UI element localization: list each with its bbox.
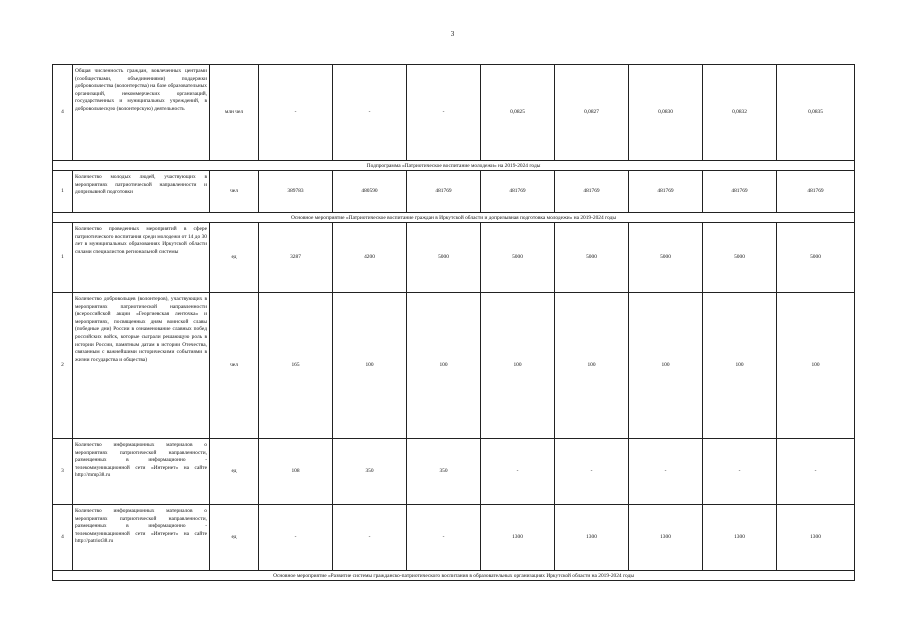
value-cell: 5000 — [703, 223, 777, 293]
unit-cell: млн чел — [210, 65, 259, 161]
value-cell: - — [555, 439, 629, 505]
value-cell: 480590 — [333, 171, 407, 213]
value-cell: 5000 — [407, 223, 481, 293]
row-number: 4 — [53, 65, 73, 161]
value-cell: 0,0835 — [777, 65, 855, 161]
value-cell: 3287 — [259, 223, 333, 293]
page-number: 3 — [450, 30, 455, 38]
value-cell: - — [629, 439, 703, 505]
section-title: Подпрограмма «Патриотическое воспитание молодежи» на 2019-2024 годы — [53, 161, 855, 171]
value-cell: 1300 — [629, 505, 703, 571]
table-row — [53, 293, 855, 439]
value-cell: 100 — [777, 293, 855, 439]
value-cell: 481769 — [703, 171, 777, 213]
section-title: Основное мероприятие «Патриотическое воспитание граждан в Иркутской области и допризывная подготовка молодежи» на 2019-2024 годы — [53, 213, 855, 223]
section-row — [53, 213, 855, 223]
table-row — [53, 505, 855, 571]
unit-cell: чел — [210, 171, 259, 213]
indicator-description: Количество проведенных мероприятий в сфере патриотического воспитания среди молодежи от 14 до 30 лет в муниципальных образованиях Иркутской области силами специалистов региональной системы — [73, 223, 210, 293]
value-cell: - — [481, 439, 555, 505]
value-cell: 165 — [259, 293, 333, 439]
value-cell: 100 — [555, 293, 629, 439]
value-cell: 481769 — [555, 171, 629, 213]
indicator-description: Количество добровольцев (волонтеров), участвующих в мероприятиях патриотической направленности (всероссийской акции «Георгиевская ленточка» и мероприятиях, посвященных дням воинской славы (победные дни) России в ознаменование славных побед российских войск, которые сыграли решающую роль в истории России, памятным датам в истории Отечества, связанным с важнейшими историческими событиями в жизни государства и общества) — [73, 293, 210, 439]
value-cell: 100 — [481, 293, 555, 439]
value-cell: 1300 — [777, 505, 855, 571]
value-cell: 481769 — [629, 171, 703, 213]
unit-cell: чел — [210, 293, 259, 439]
value-cell: - — [333, 505, 407, 571]
unit-cell: ед — [210, 223, 259, 293]
value-cell: 1300 — [703, 505, 777, 571]
value-cell: - — [703, 439, 777, 505]
table-row — [53, 65, 855, 161]
value-cell: 0,0827 — [555, 65, 629, 161]
table-row — [53, 223, 855, 293]
unit-cell: ед — [210, 439, 259, 505]
value-cell: 100 — [703, 293, 777, 439]
indicator-description: Количество молодых людей, участвующих в мероприятиях патриотической направленности и допризывной подготовки — [73, 171, 210, 213]
value-cell: 350 — [407, 439, 481, 505]
value-cell: 100 — [333, 293, 407, 439]
value-cell: 5000 — [555, 223, 629, 293]
value-cell: 4200 — [333, 223, 407, 293]
value-cell: - — [407, 65, 481, 161]
value-cell: 0,0825 — [481, 65, 555, 161]
value-cell: 100 — [407, 293, 481, 439]
value-cell: 5000 — [777, 223, 855, 293]
value-cell: - — [407, 505, 481, 571]
value-cell: 389783 — [259, 171, 333, 213]
value-cell: - — [777, 439, 855, 505]
indicators-table — [52, 64, 855, 581]
value-cell: - — [259, 505, 333, 571]
unit-cell: ед — [210, 505, 259, 571]
value-cell: 1300 — [481, 505, 555, 571]
value-cell: 481769 — [407, 171, 481, 213]
value-cell: 350 — [333, 439, 407, 505]
section-title: Основное мероприятие «Развитие системы гражданско-патриотического воспитания в образовательных организациях Иркутской области на 2019-2024 годы — [53, 571, 855, 581]
row-number: 2 — [53, 293, 73, 439]
value-cell: 5000 — [629, 223, 703, 293]
value-cell: 1300 — [555, 505, 629, 571]
row-number: 3 — [53, 439, 73, 505]
section-row — [53, 571, 855, 581]
value-cell: 108 — [259, 439, 333, 505]
table-row — [53, 439, 855, 505]
row-number: 1 — [53, 223, 73, 293]
value-cell: 5000 — [481, 223, 555, 293]
value-cell: 481769 — [777, 171, 855, 213]
value-cell: 100 — [629, 293, 703, 439]
value-cell: 0,0832 — [703, 65, 777, 161]
table-row — [53, 171, 855, 213]
value-cell: 0,0830 — [629, 65, 703, 161]
value-cell: - — [259, 65, 333, 161]
section-row — [53, 161, 855, 171]
value-cell: 481769 — [481, 171, 555, 213]
value-cell: - — [333, 65, 407, 161]
row-number: 4 — [53, 505, 73, 571]
indicator-description: Общая численность граждан, вовлеченных центрами (сообществами, объединениями) поддержки добровольчества (волонтерства) на базе образовательных организаций, некоммерческих организаций, государственных и муниципальных учреждений, в добровольческую (волонтерскую) деятельность — [73, 65, 210, 161]
row-number: 1 — [53, 171, 73, 213]
indicator-description: Количество информационных материалов о мероприятиях патриотической направленности, размещенных в информационно - телекоммуникационной сети «Интернет» на сайте http://patriot38.ru — [73, 505, 210, 571]
indicator-description: Количество информационных материалов о мероприятиях патриотической направленности, размещенных в информационно - телекоммуникационной сети «Интернет» на сайте http://mmp38.ru — [73, 439, 210, 505]
